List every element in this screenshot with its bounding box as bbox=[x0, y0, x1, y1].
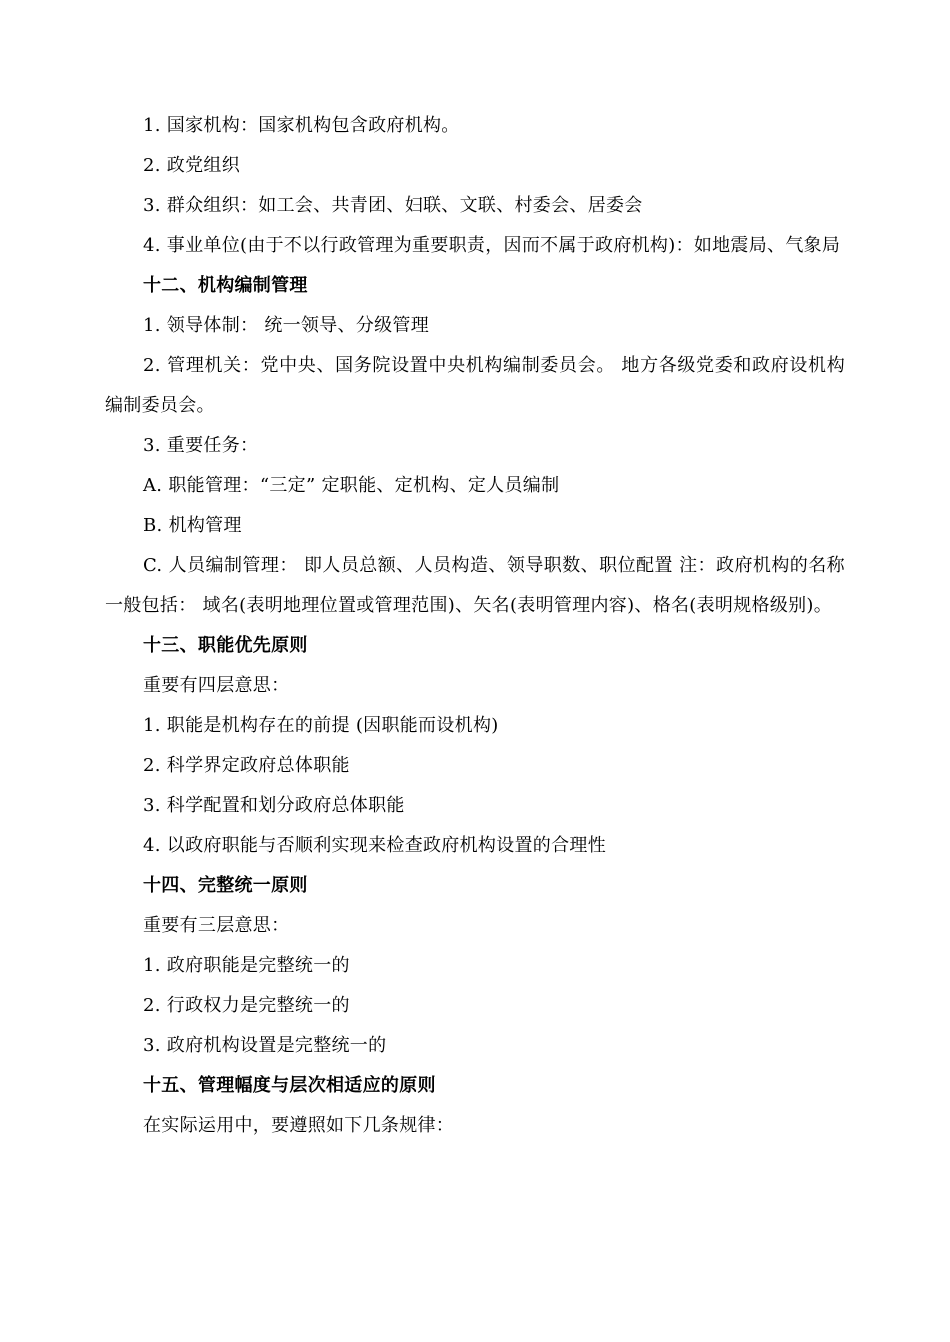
list-item-unified-functions: 1. 政府职能是完整统一的 bbox=[143, 955, 350, 976]
list-item-public-institutions: 4. 事业单位(由于不以行政管理为重要职责，因而不属于政府机构)：如地震局、气象局 bbox=[143, 235, 841, 256]
section-heading-15: 十五、管理幅度与层次相适应的原则 bbox=[143, 1075, 436, 1096]
list-item-institution-management: B. 机构管理 bbox=[143, 515, 242, 536]
document-body bbox=[105, 106, 845, 1146]
list-item-management-authority: 2. 管理机关：党中央、国务院设置中央机构编制委员会。 地方各级党委和政府设机构编制委员会。 bbox=[105, 355, 845, 416]
intro-four-meanings: 重要有四层意思： bbox=[143, 675, 290, 696]
list-item-mass-organizations: 3. 群众组织：如工会、共青团、妇联、文联、村委会、居委会 bbox=[143, 195, 643, 216]
list-item-function-premise: 1. 职能是机构存在的前提 (因职能而设机构) bbox=[143, 715, 499, 736]
list-item-main-tasks: 3. 重要任务： bbox=[143, 435, 259, 456]
list-item-political-parties: 2. 政党组织 bbox=[143, 155, 240, 176]
intro-rules: 在实际运用中，要遵照如下几条规律： bbox=[143, 1115, 455, 1136]
intro-three-meanings: 重要有三层意思： bbox=[143, 915, 290, 936]
list-item-unified-institutions: 3. 政府机构设置是完整统一的 bbox=[143, 1035, 387, 1056]
list-item-unified-power: 2. 行政权力是完整统一的 bbox=[143, 995, 350, 1016]
section-heading-12: 十二、机构编制管理 bbox=[143, 275, 308, 296]
list-item-allocate-functions: 3. 科学配置和划分政府总体职能 bbox=[143, 795, 405, 816]
list-item-leadership-system: 1. 领导体制： 统一领导、分级管理 bbox=[143, 315, 430, 336]
section-heading-14: 十四、完整统一原则 bbox=[143, 875, 308, 896]
list-item-function-management: A. 职能管理：“三定” 定职能、定机构、定人员编制 bbox=[143, 475, 560, 496]
list-item-check-rationality: 4. 以政府职能与否顺利实现来检查政府机构设置的合理性 bbox=[143, 835, 606, 856]
list-item-define-functions: 2. 科学界定政府总体职能 bbox=[143, 755, 350, 776]
section-heading-13: 十三、职能优先原则 bbox=[143, 635, 308, 656]
list-item-national-institutions: 1. 国家机构：国家机构包含政府机构。 bbox=[143, 115, 460, 136]
list-item-staffing-management: C. 人员编制管理： 即人员总额、人员构造、领导职数、职位配置 注：政府机构的名称一般包括： 域名(表明地理位置或管理范围)、矢名(表明管理内容)、格名(表明规格级别)。 bbox=[105, 555, 845, 616]
